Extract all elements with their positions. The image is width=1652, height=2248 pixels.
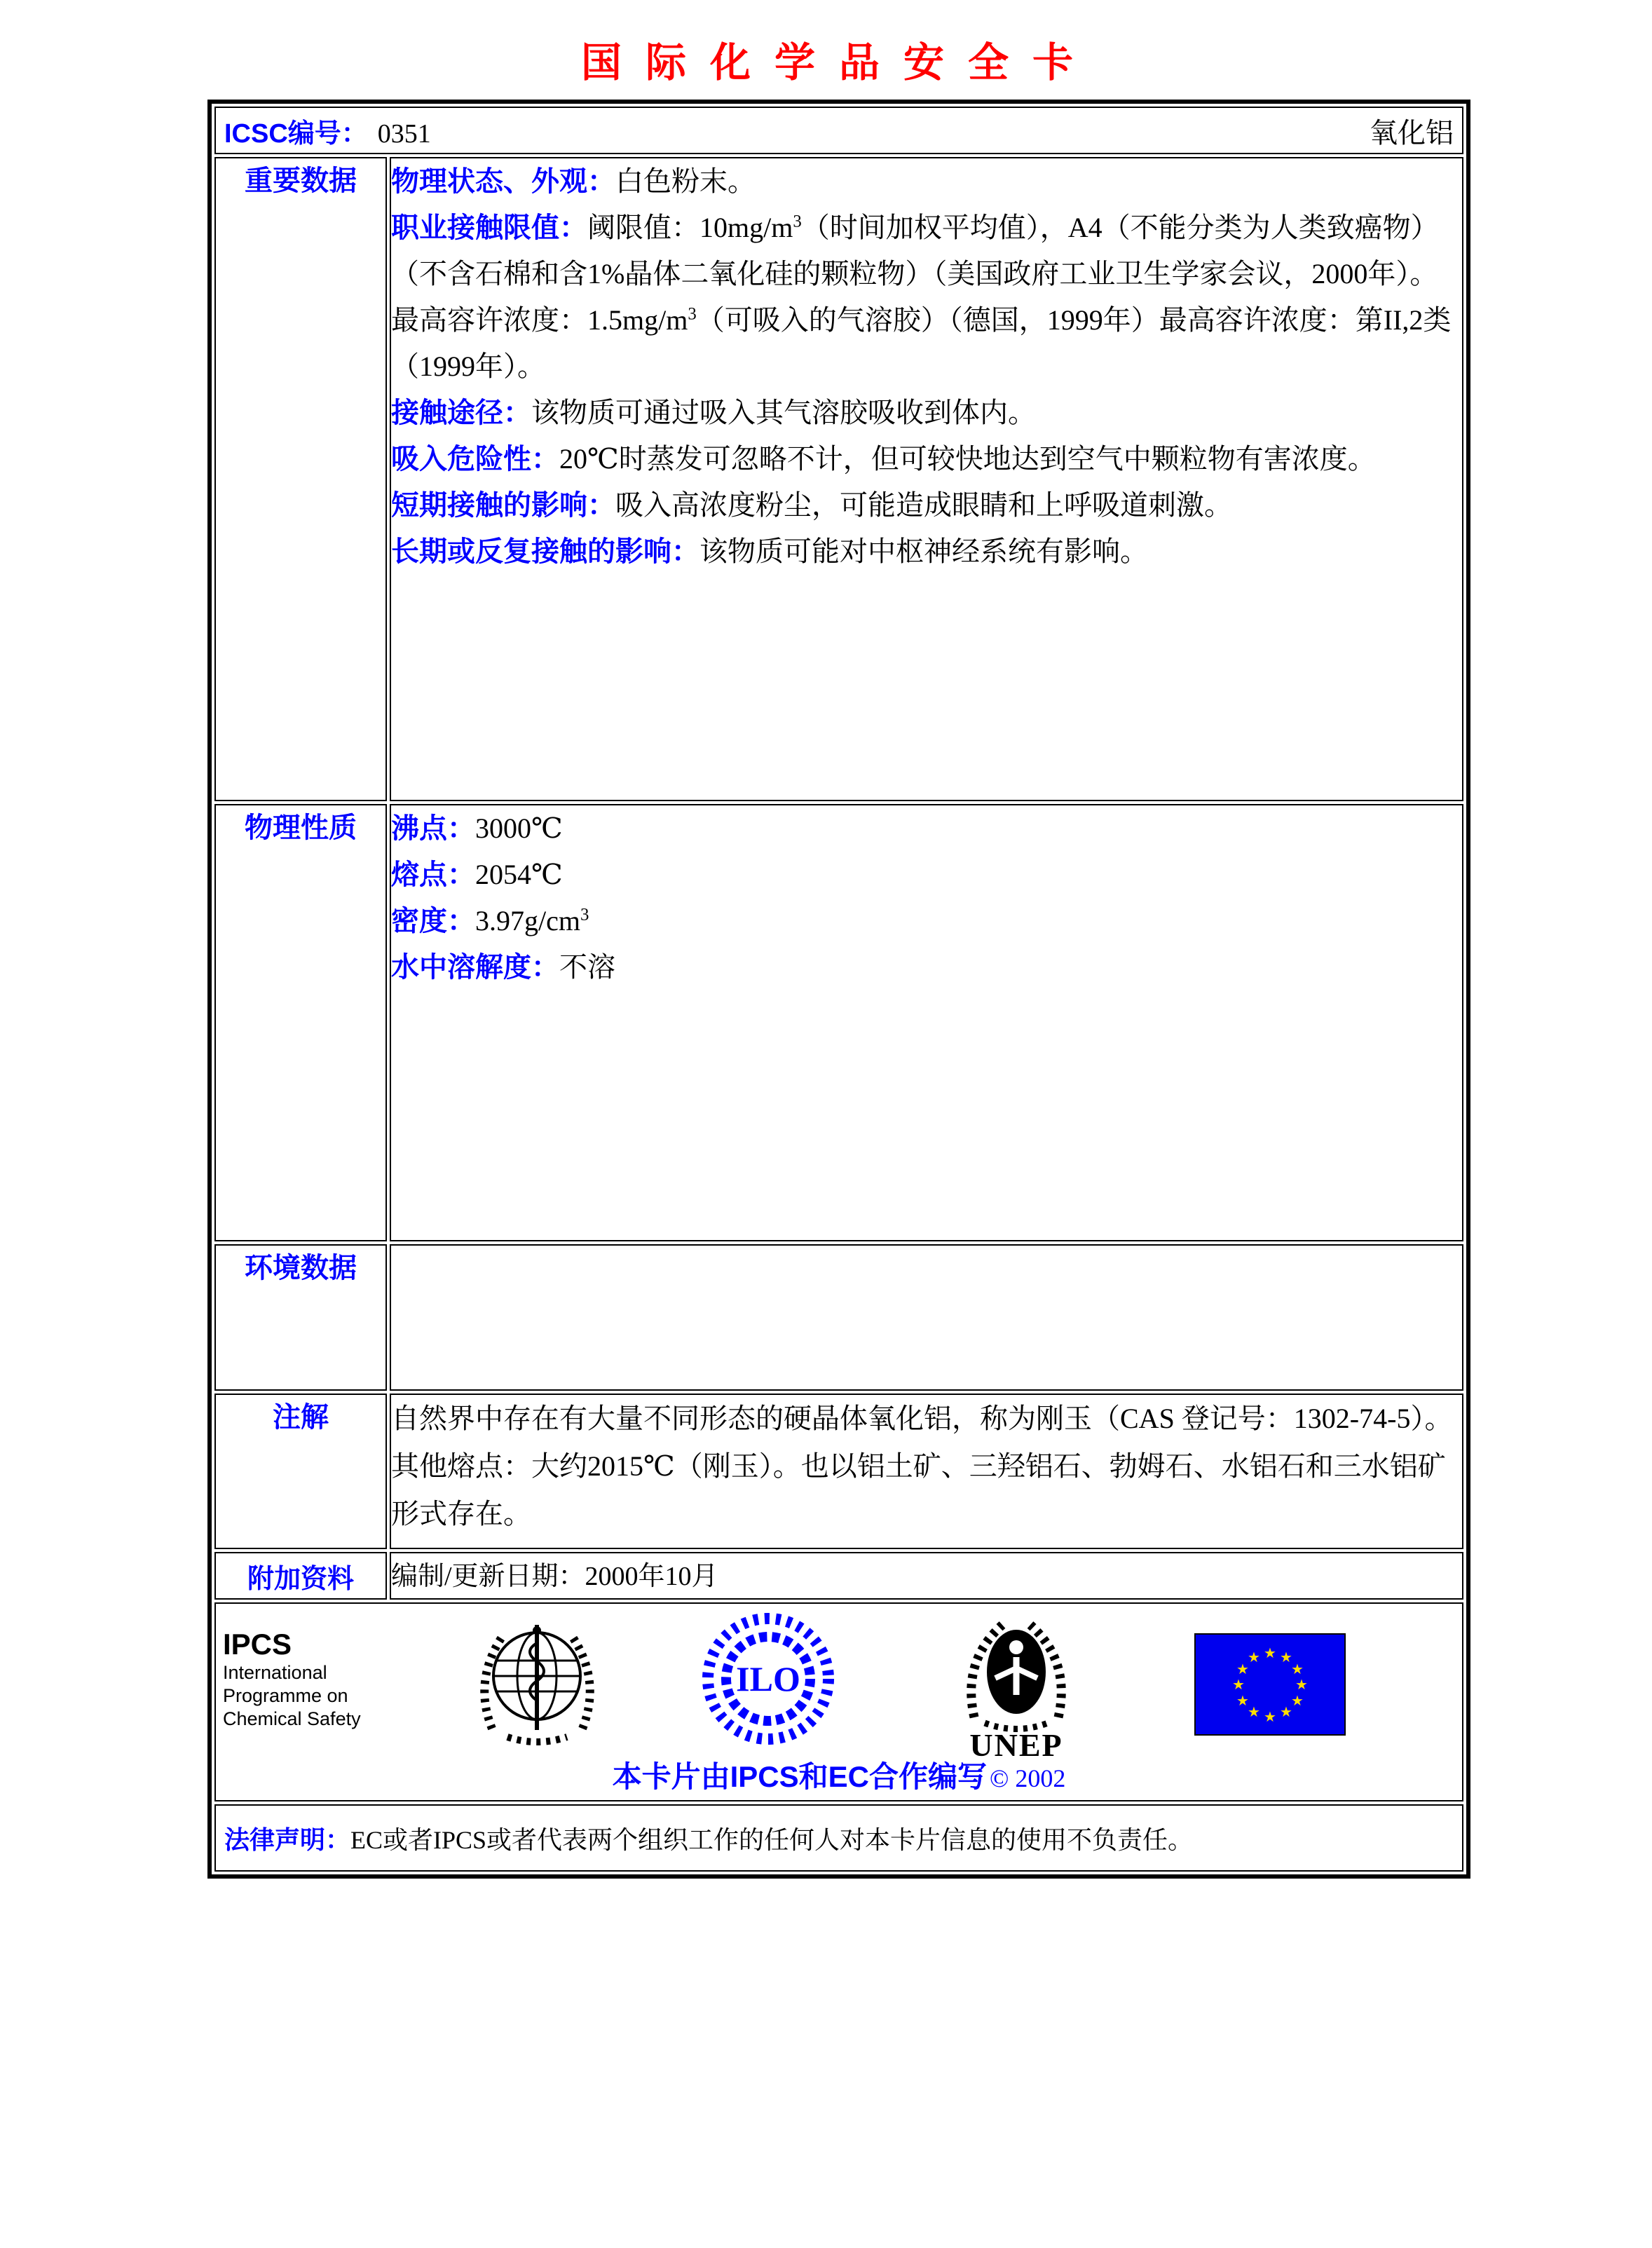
- field-value: 白色粉末。: [615, 165, 756, 197]
- physical-properties-row: [214, 804, 1463, 1241]
- ilo-logo-icon: [698, 1605, 838, 1759]
- ipcs-line: Programme on: [223, 1685, 348, 1706]
- unep-letters: UNEP: [969, 1727, 1063, 1763]
- svg-text:★: ★: [1248, 1649, 1260, 1665]
- section-label-notes: 注解: [214, 1394, 387, 1549]
- field-value-part: （时间加权平均值），A4（不能分类为人类致癌物）（不含石棉和含1%晶体二氧化硅的颗粒物）（美国政府工业卫生学家会议，2000年）。最高容许浓度：1.5mg/m: [391, 212, 1439, 336]
- ipcs-line: International: [223, 1662, 327, 1683]
- field-value: 2054℃: [475, 859, 563, 890]
- section-label-environment: 环境数据: [214, 1244, 387, 1391]
- unep-logo-icon: [946, 1605, 1086, 1770]
- svg-text:★: ★: [1291, 1692, 1304, 1709]
- svg-text:★: ★: [1264, 1708, 1276, 1725]
- field-value: 20℃时蒸发可忽略不计，但可较快地达到空气中颗粒物有害浓度。: [559, 443, 1376, 475]
- ipcs-line: Chemical Safety: [223, 1708, 361, 1729]
- entry-short-term-effects: [391, 482, 1462, 529]
- section-label-physical: 物理性质: [214, 804, 387, 1241]
- field-label: 密度：: [391, 906, 475, 936]
- eu-flag-icon: [1194, 1633, 1346, 1739]
- credit-text: 本卡片由IPCS和EC合作编写: [612, 1760, 987, 1793]
- svg-text:★: ★: [1264, 1644, 1276, 1661]
- ipcs-title: IPCS: [223, 1628, 292, 1661]
- svg-text:★: ★: [1280, 1649, 1292, 1665]
- field-label: 长期或反复接触的影响：: [391, 536, 699, 567]
- field-value-part: 3.97g/cm: [475, 905, 580, 936]
- entry-routes-of-exposure: [391, 390, 1462, 436]
- field-value: 吸入高浓度粉尘，可能造成眼睛和上呼吸道刺激。: [615, 489, 1232, 521]
- field-label: 熔点：: [391, 859, 475, 890]
- superscript: 3: [688, 304, 697, 324]
- field-label: 吸入危险性：: [391, 444, 559, 475]
- field-label: 短期接触的影响：: [391, 490, 615, 521]
- important-data-content: [390, 157, 1463, 801]
- field-value: 3000℃: [475, 812, 563, 844]
- svg-text:★: ★: [1295, 1676, 1308, 1693]
- entry-melting-point: [391, 852, 1462, 898]
- additional-info-row: [214, 1552, 1463, 1600]
- entry-density: [391, 898, 1462, 944]
- chemical-name: 氧化铝: [1370, 116, 1454, 149]
- ipcs-text-block: [223, 1628, 361, 1731]
- legal-label: 法律声明：: [224, 1825, 351, 1854]
- section-label-important: 重要数据: [214, 157, 387, 801]
- card-wrapper: [207, 0, 1470, 1879]
- svg-text:★: ★: [1280, 1703, 1292, 1720]
- field-value-part: （可吸入的气溶胶）（德国，1999年）最高容许浓度：第II,2类（1999年）。: [391, 304, 1452, 382]
- who-logo-icon: [465, 1609, 609, 1757]
- svg-text:★: ★: [1248, 1703, 1260, 1720]
- entry-physical-state: [391, 158, 1462, 205]
- icsc-number-group: [224, 111, 431, 150]
- icsc-card-table: [207, 100, 1470, 1879]
- icsc-number-value: 0351: [377, 118, 431, 149]
- svg-text:★: ★: [1232, 1676, 1245, 1693]
- credit-line: [216, 1754, 1462, 1796]
- field-value: 不溶: [559, 951, 615, 983]
- credit-year: © 2002: [990, 1764, 1066, 1792]
- entry-long-term-effects: [391, 529, 1462, 575]
- notes-row: [214, 1394, 1463, 1549]
- notes-content: 自然界中存在有大量不同形态的硬晶体氧化铝，称为刚玉（CAS 登记号：1302-74-5）。其他熔点：大约2015℃（刚玉）。也以铝土矿、三羟铝石、勃姆石、水铝石和三水铝矿形式存在。: [390, 1394, 1463, 1549]
- ilo-letters: ILO: [736, 1659, 800, 1698]
- legal-notice-row: [214, 1804, 1463, 1872]
- field-label: 水中溶解度：: [391, 952, 559, 983]
- field-label: 职业接触限值：: [391, 212, 587, 243]
- icsc-number-label: ICSC编号：: [224, 118, 368, 149]
- entry-inhalation-risk: [391, 436, 1462, 482]
- legal-text: EC或者IPCS或者代表两个组织工作的任何人对本卡片信息的使用不负责任。: [350, 1825, 1194, 1854]
- field-label: 接触途径：: [391, 397, 531, 428]
- superscript: 3: [580, 905, 589, 925]
- logos-row: [214, 1602, 1463, 1801]
- environmental-data-row: [214, 1244, 1463, 1391]
- entry-water-solubility: [391, 944, 1462, 990]
- svg-text:★: ★: [1236, 1661, 1249, 1677]
- additional-info-content: 编制/更新日期：2000年10月: [390, 1552, 1463, 1600]
- svg-text:★: ★: [1291, 1661, 1304, 1677]
- physical-properties-content: [390, 804, 1463, 1241]
- field-value-part: 阈限值：10mg/m: [587, 212, 793, 243]
- header-row: [214, 107, 1463, 154]
- field-label: 物理状态、外观：: [391, 166, 615, 197]
- section-label-additional: 附加资料: [214, 1552, 387, 1600]
- page-title: 国际化学品安全卡: [580, 40, 1097, 86]
- important-data-row: [214, 157, 1463, 801]
- entry-boiling-point: [391, 805, 1462, 852]
- superscript: 3: [793, 212, 802, 231]
- environmental-data-content: [390, 1244, 1463, 1391]
- field-label: 沸点：: [391, 813, 475, 844]
- entry-occupational-exposure-limits: [391, 205, 1462, 390]
- field-value: 该物质可能对中枢神经系统有影响。: [699, 536, 1148, 567]
- svg-text:★: ★: [1236, 1692, 1249, 1709]
- field-value: 该物质可通过吸入其气溶胶吸收到体内。: [531, 397, 1036, 428]
